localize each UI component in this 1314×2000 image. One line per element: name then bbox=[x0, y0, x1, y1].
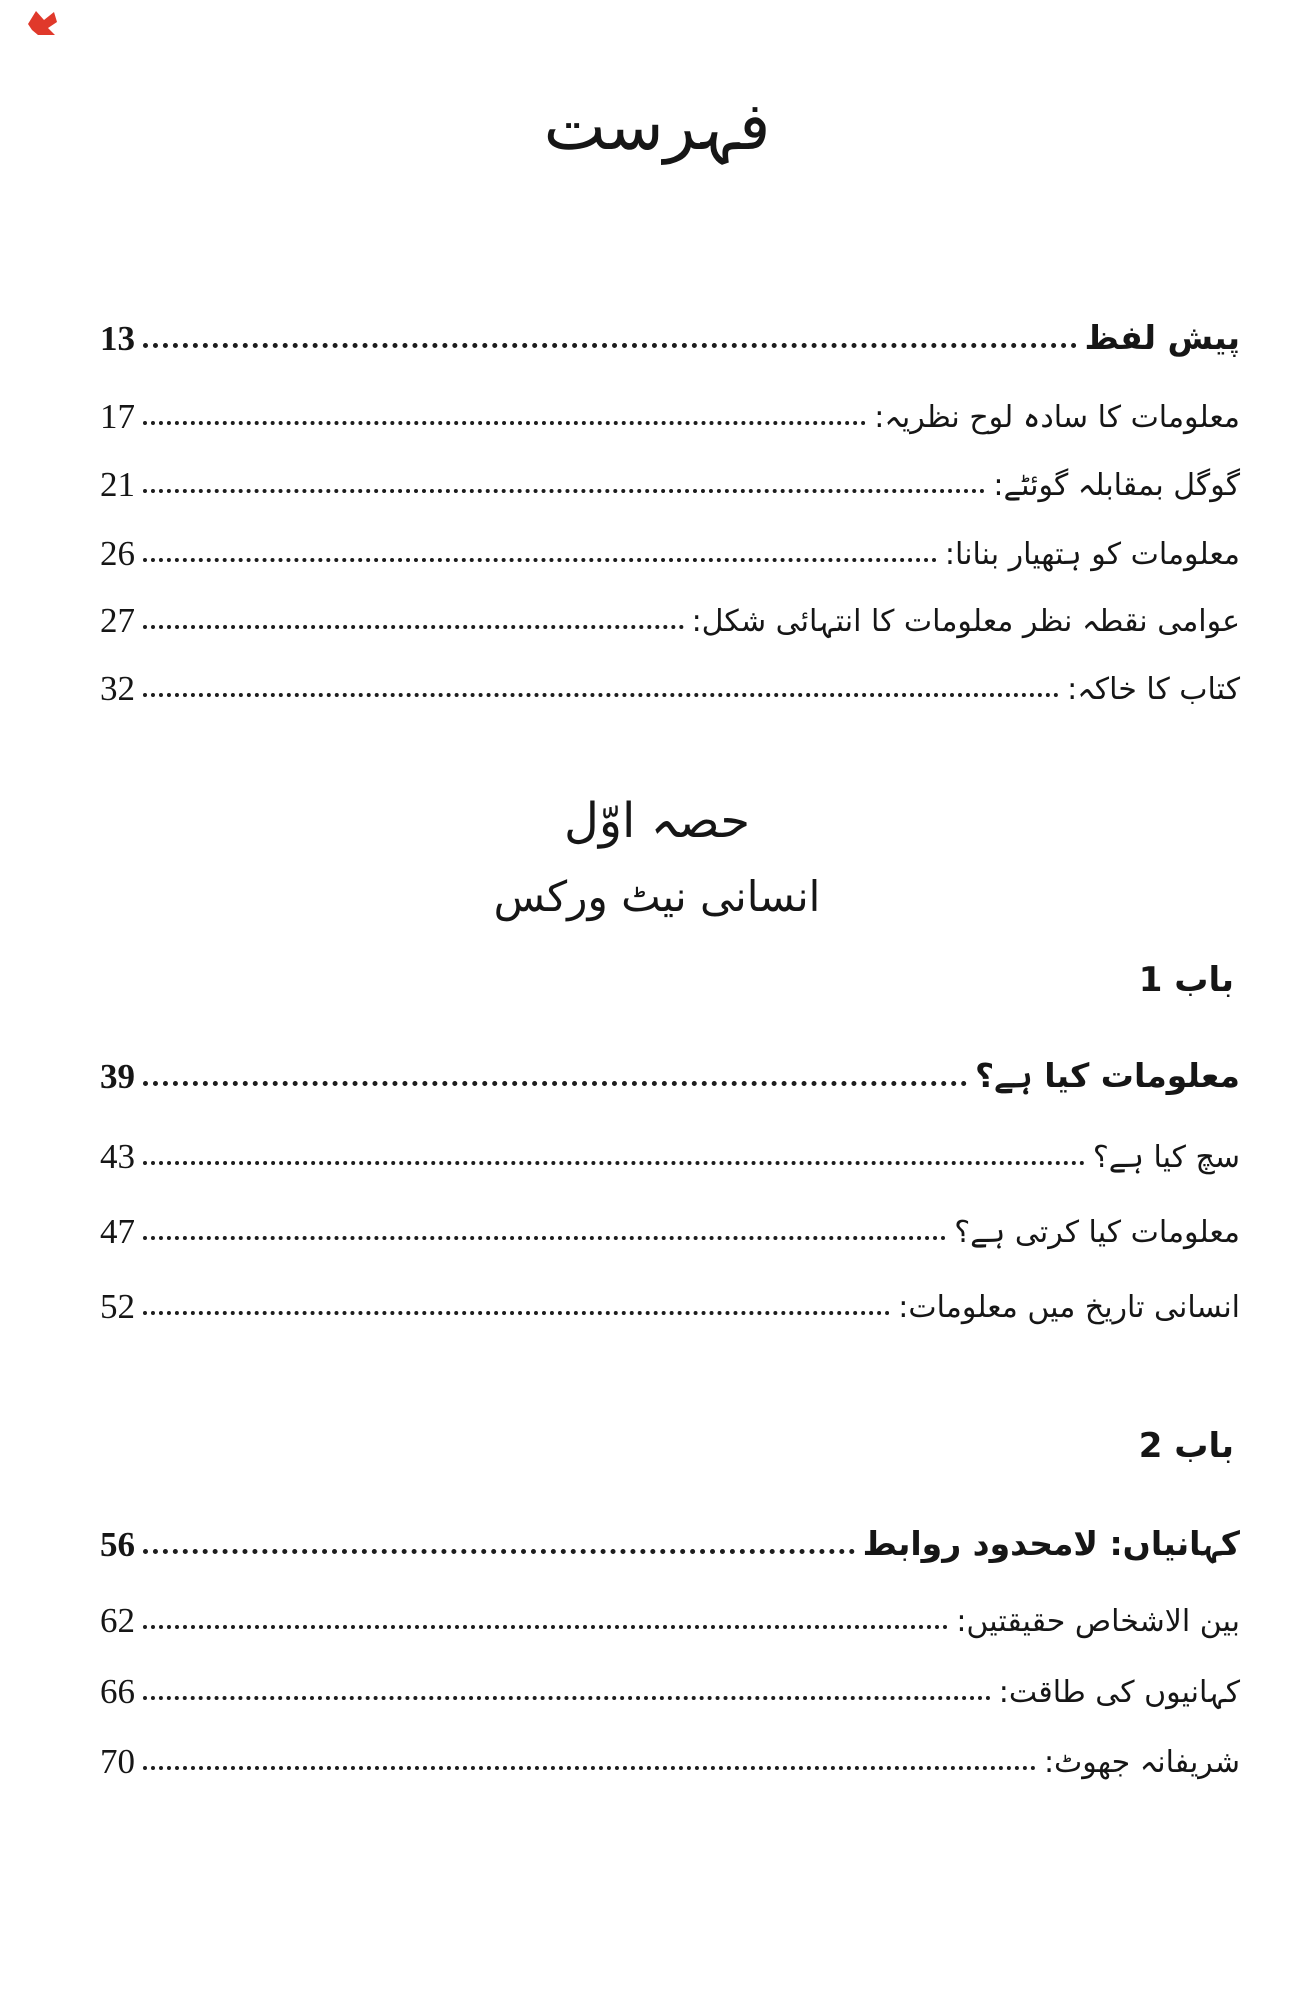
toc-entry-label: شریفانہ جھوٹ: bbox=[1043, 1744, 1240, 1780]
toc-entry-chapter-2 bbox=[100, 1494, 1240, 1564]
dot-leader bbox=[143, 1236, 946, 1240]
toc-entry-page-number: 39 bbox=[100, 1056, 135, 1096]
toc-entry-page-number: 17 bbox=[100, 396, 135, 436]
toc-entry-label: کہانیاں: لامحدود روابط bbox=[862, 1523, 1240, 1563]
toc-entry-page-number: 43 bbox=[100, 1136, 135, 1176]
toc-entry-chapter-1 bbox=[100, 1026, 1240, 1096]
dot-leader bbox=[143, 558, 937, 562]
red-corner-mark bbox=[24, 8, 60, 38]
toc-entry bbox=[100, 1256, 1240, 1326]
dot-leader bbox=[143, 489, 985, 493]
dot-leader bbox=[143, 1625, 948, 1629]
toc-entry-label: کتاب کا خاکہ: bbox=[1067, 671, 1240, 707]
dot-leader bbox=[143, 421, 866, 425]
toc-entry-label: عوامی نقطہ نظر معلومات کا انتہائی شکل: bbox=[691, 603, 1240, 639]
dot-leader bbox=[143, 1696, 991, 1700]
toc-entry-label: معلومات کیا ہے؟ bbox=[974, 1055, 1240, 1095]
toc-entry-label: معلومات کو ہتھیار بنانا: bbox=[944, 536, 1240, 572]
toc-entry-page-number: 26 bbox=[100, 533, 135, 573]
red-corner-mark-shape bbox=[28, 11, 57, 35]
toc-entry-page-number: 27 bbox=[100, 600, 135, 640]
toc-entry-page-number: 52 bbox=[100, 1286, 135, 1326]
dot-leader bbox=[143, 1311, 890, 1315]
toc-entry bbox=[100, 1711, 1240, 1781]
chapter-1-heading: باب 1 bbox=[1138, 960, 1234, 1000]
toc-entry-page-number: 13 bbox=[100, 318, 135, 358]
chapter-2-heading: باب 2 bbox=[1138, 1426, 1234, 1466]
part-subtitle: انسانی نیٹ ورکس bbox=[493, 872, 821, 921]
toc-entry bbox=[100, 1181, 1240, 1251]
toc-entry-page-number: 47 bbox=[100, 1211, 135, 1251]
toc-entry-label: بین الاشخاص حقیقتیں: bbox=[956, 1603, 1240, 1639]
toc-entry-label: معلومات کیا کرتی ہے؟ bbox=[954, 1214, 1240, 1250]
dot-leader bbox=[143, 1549, 855, 1554]
toc-entry bbox=[100, 366, 1240, 436]
dot-leader bbox=[143, 1766, 1036, 1770]
toc-entry-label: سچ کیا ہے؟ bbox=[1092, 1139, 1240, 1175]
toc-entry-page-number: 70 bbox=[100, 1741, 135, 1781]
toc-entry-page-number: 62 bbox=[100, 1600, 135, 1640]
part-title: حصہ اوّل bbox=[563, 793, 751, 849]
toc-entry bbox=[100, 1570, 1240, 1640]
dot-leader bbox=[143, 1161, 1085, 1165]
toc-entry-preface bbox=[100, 288, 1240, 358]
dot-leader bbox=[143, 625, 684, 629]
dot-leader bbox=[143, 1081, 967, 1086]
toc-entry bbox=[100, 1641, 1240, 1711]
toc-entry-label: پیش لفظ bbox=[1084, 317, 1240, 357]
toc-entry-label: انسانی تاریخ میں معلومات: bbox=[898, 1289, 1240, 1325]
toc-entry-page-number: 32 bbox=[100, 668, 135, 708]
toc-entry bbox=[100, 503, 1240, 573]
toc-entry bbox=[100, 434, 1240, 504]
toc-entry-page-number: 66 bbox=[100, 1671, 135, 1711]
page-title: فہرست bbox=[543, 88, 771, 165]
toc-entry-label: گوگل بمقابلہ گوئٹے: bbox=[993, 467, 1240, 503]
toc-entry-page-number: 21 bbox=[100, 464, 135, 504]
dot-leader bbox=[143, 343, 1077, 348]
toc-entry bbox=[100, 570, 1240, 640]
toc-entry bbox=[100, 1106, 1240, 1176]
toc-entry bbox=[100, 638, 1240, 708]
toc-entry-page-number: 56 bbox=[100, 1524, 135, 1564]
toc-entry-label: کہانیوں کی طاقت: bbox=[998, 1674, 1240, 1710]
dot-leader bbox=[143, 693, 1059, 697]
toc-entry-label: معلومات کا سادہ لوح نظریہ: bbox=[874, 399, 1240, 435]
